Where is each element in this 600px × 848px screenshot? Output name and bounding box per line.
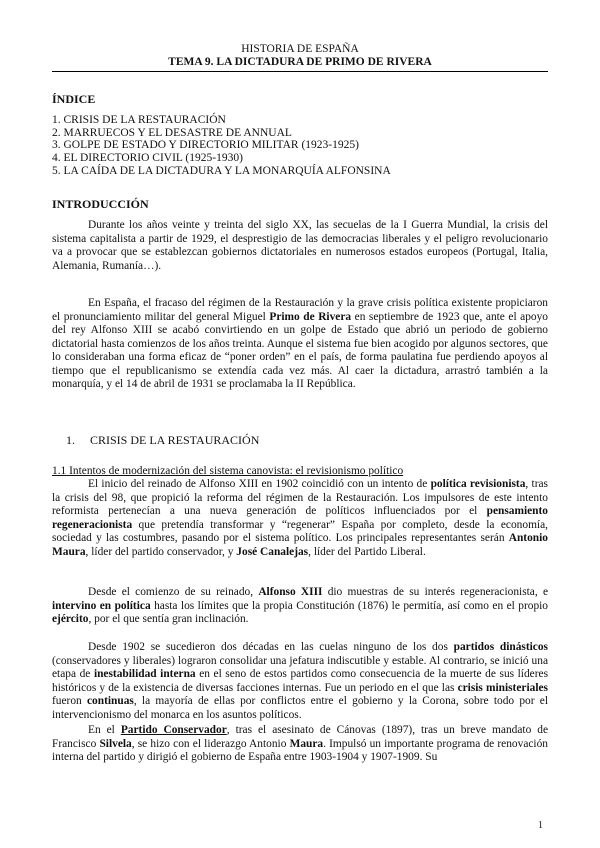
toc-item-2: 2. MARRUECOS Y EL DESASTRE DE ANNUAL <box>52 126 292 139</box>
intro-paragraph-2: En España, el fracaso del régimen de la Restauración y la grave crisis política existente propiciaron el pronunciamiento militar del general Miguel Primo de Rivera en septiembre de 1923 que, ante el apoyo del rey Alfonso XIII se acabó convirtiendo en un golpe de Estado que abrió un periodo de gobierno dictatorial hasta comienzos de los años treinta. Aunque el sistema fue bien acogido por algunos sectores, que lo consideraban una forma eficaz de “poner orden” en el país, de forma paulatina fue perdiendo apoyos al tiempo que el republicanismo se extendía cada vez más. Al caer la dictadura, arrastró también a la monarquía, y el 14 de abril de 1931 se proclamaba la II República. <box>52 297 548 390</box>
toc-item-5: 5. LA CAÍDA DE LA DICTADURA Y LA MONARQUÍA ALFONSINA <box>52 164 391 177</box>
toc-item-1: 1. CRISIS DE LA RESTAURACIÓN <box>52 114 226 126</box>
toc-item-3: 3. GOLPE DE ESTADO Y DIRECTORIO MILITAR (1923-1925) <box>52 139 359 152</box>
header-rule <box>52 71 548 72</box>
subsection-1-1-title: 1.1 Intentos de modernización del sistema canovista: el revisionismo político <box>52 465 404 477</box>
intro-heading: INTRODUCCIÓN <box>52 197 149 211</box>
table-of-contents <box>52 114 391 178</box>
tema-title: TEMA 9. LA DICTADURA DE PRIMO DE RIVERA <box>168 56 432 68</box>
document-header <box>0 43 600 69</box>
toc-item-4: 4. EL DIRECTORIO CIVIL (1925-1930) <box>52 152 243 165</box>
indice-heading: ÍNDICE <box>52 92 96 106</box>
page-number: 1 <box>538 820 543 831</box>
section-1-paragraph-4: En el Partido Conservador, tras el asesinato de Cánovas (1897), tras un breve mandato de Francisco Silvela, se hizo con el liderazgo Antonio Maura. Impulsó un importante programa de renovación interna del partido y dirigió el gobierno de España entre 1903-1904 y 1907-1909. Su <box>52 724 548 763</box>
section-1-title: 1. CRISIS DE LA RESTAURACIÓN <box>66 433 260 447</box>
subject-title: HISTORIA DE ESPAÑA <box>241 43 359 55</box>
section-1-paragraph-1: El inicio del reinado de Alfonso XIII en 1902 coincidió con un intento de política revisionista, tras la crisis del 98, que propició la reforma del régimen de la Restauración. Los impulsores de este intento reformista pertenecían a una nueva generación de políticos influenciados por el pensamiento regeneracionista que pretendía transformar y “regenerar” España por completo, desde la economía, sociedad y las costumbres, pasando por el sistema político. Los principales representantes serán Antonio Maura, líder del partido conservador, y José Canalejas, líder del Partido Liberal. <box>52 478 548 558</box>
intro-paragraph-1: Durante los años veinte y treinta del siglo XX, las secuelas de la I Guerra Mundial, la crisis del sistema capitalista a partir de 1929, el desprestigio de las democracias liberales y el peligro revolucionario va a provocar que se establezcan gobiernos dictatoriales en numerosos estados europeos (Portugal, Italia, Alemania, Rumanía…). <box>52 219 548 272</box>
section-1-paragraph-3: Desde 1902 se sucedieron dos décadas en las cuelas ninguno de los dos partidos dinásticos (conservadores y liberales) lograron consolidar una jefatura indiscutible y estable. Al contrario, se inició una etapa de inestabilidad interna en el seno de estos partidos como consecuencia de la muerte de sus líderes históricos y de la existencia de diversas facciones internas. Fue un periodo en el que las crisis ministeriales fueron continuas, la mayoría de ellas por conflictos entre el gobierno y la Corona, sobre todo por el intervencionismo del monarca en los asuntos políticos. <box>52 641 549 721</box>
section-1-paragraph-2: Desde el comienzo de su reinado, Alfonso XIII dio muestras de su interés regeneracionista, e intervino en política hasta los límites que la propia Constitución (1876) le permitía, así como en el propio ejército, por el que sentía gran inclinación. <box>52 586 548 625</box>
